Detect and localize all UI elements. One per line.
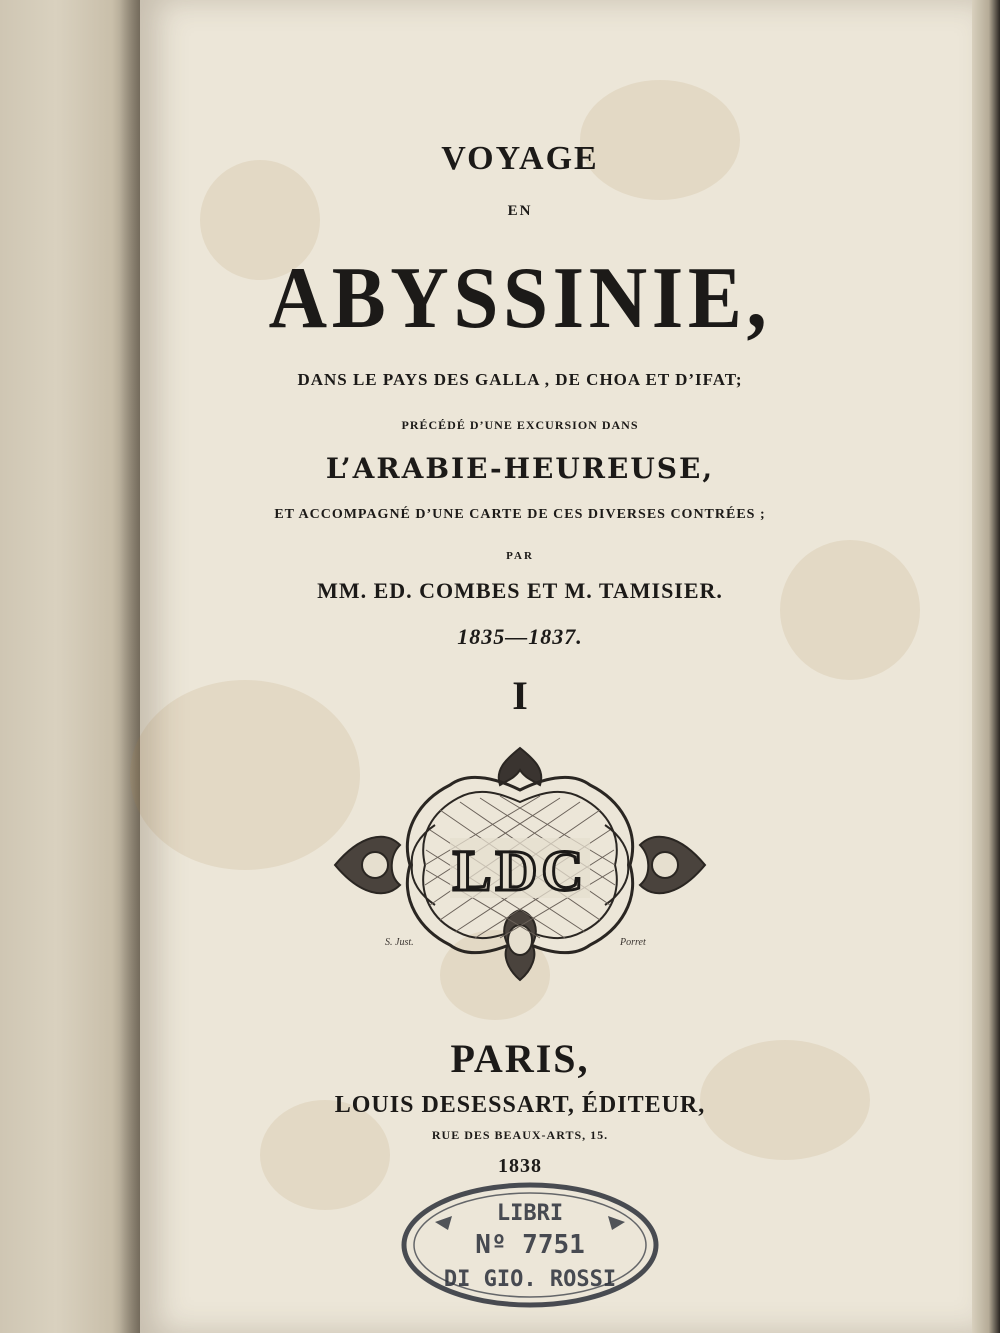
imprint-year: 1838 <box>498 1155 542 1177</box>
subtitle-accompagne: ET ACCOMPAGNÉ D’UNE CARTE DE CES DIVERSES CONTRÉES ; <box>274 507 766 522</box>
byline-par: PAR <box>506 550 534 562</box>
vignette-signature-left: S. Just. <box>385 937 414 948</box>
volume-number: I <box>512 673 528 718</box>
stamp-line-3: DI GIO. ROSSI <box>443 1267 617 1292</box>
publisher-vignette <box>330 740 710 990</box>
vignette-monogram: LDC <box>452 838 588 903</box>
stamp-line-2: Nº 7751 <box>475 1230 585 1260</box>
travel-years: 1835—1837. <box>457 624 583 649</box>
subtitle-precede: PRÉCÉDÉ D’UNE EXCURSION DANS <box>401 418 639 432</box>
title-en: EN <box>507 203 533 219</box>
title-abyssinie: ABYSSINIE, <box>268 250 772 347</box>
facing-page <box>0 0 140 1333</box>
title-voyage: VOYAGE <box>441 140 599 177</box>
imprint-city: PARIS, <box>450 1036 590 1081</box>
stamp-line-1: LIBRI <box>496 1201 564 1226</box>
subtitle-dans: DANS LE PAYS DES GALLA , DE CHOA ET D’IFAT; <box>297 370 743 389</box>
byline-authors: MM. ED. COMBES ET M. TAMISIER. <box>317 578 723 603</box>
library-stamp <box>400 1180 660 1310</box>
vignette-signature-right: Porret <box>620 937 646 948</box>
imprint-publisher: LOUIS DESESSART, ÉDITEUR, <box>334 1092 706 1118</box>
subtitle-arabie: L’ARABIE-HEUREUSE, <box>325 452 715 485</box>
imprint-address: RUE DES BEAUX-ARTS, 15. <box>431 1128 609 1142</box>
page-edge <box>972 0 1000 1333</box>
